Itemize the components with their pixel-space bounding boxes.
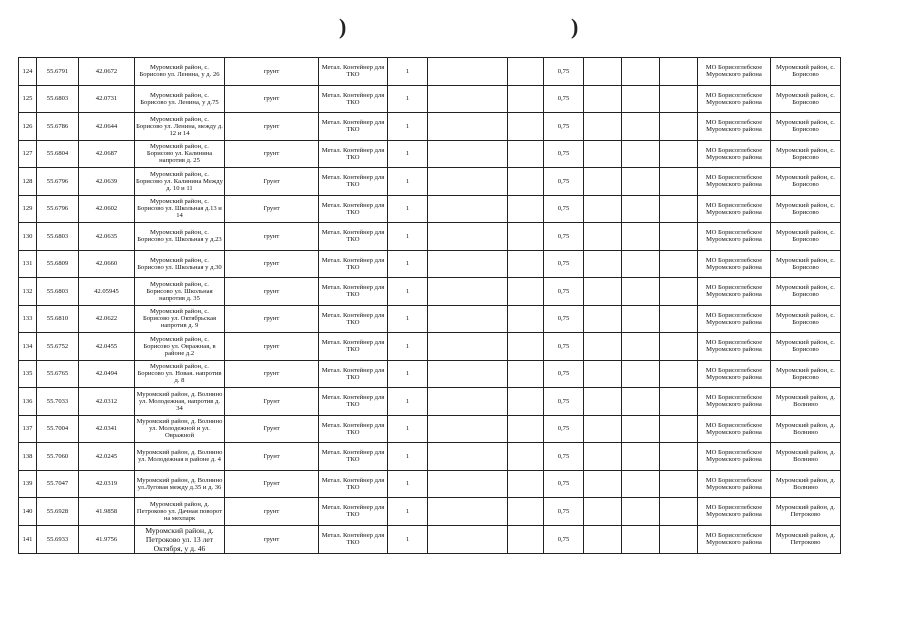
table-row — [19, 498, 841, 526]
address-cell: Муромский район, д. Петроково ул. 13 лет Октября, у д. 46 — [135, 525, 225, 553]
empty-cell — [584, 498, 622, 526]
source-cell: Муромский район, д. Волнино — [771, 388, 841, 416]
empty-cell — [508, 58, 544, 86]
container-type-cell: Метал. Контейнер для ТКО — [319, 470, 388, 498]
owner-cell: МО Борисоглебское Муромского района — [698, 415, 771, 443]
longitude-cell: 42.0687 — [79, 140, 135, 168]
empty-cell — [622, 113, 660, 141]
empty-cell — [660, 388, 698, 416]
empty-cell — [428, 360, 508, 388]
empty-cell — [622, 305, 660, 333]
volume-cell: 0,75 — [544, 333, 584, 361]
source-cell: Муромский район, с. Борисово — [771, 223, 841, 251]
surface-cell: грунт — [225, 278, 319, 306]
empty-cell — [508, 250, 544, 278]
empty-cell — [428, 305, 508, 333]
row-number: 130 — [19, 223, 37, 251]
row-number: 126 — [19, 113, 37, 141]
source-cell: Муромский район, с. Борисово — [771, 305, 841, 333]
address-cell: Муромский район, д. Петроково ул. Дачная поворот на мехпарк — [135, 498, 225, 526]
owner-cell: МО Борисоглебское Муромского района — [698, 360, 771, 388]
owner-cell: МО Борисоглебское Муромского района — [698, 333, 771, 361]
longitude-cell: 42.0494 — [79, 360, 135, 388]
longitude-cell: 42.0319 — [79, 470, 135, 498]
empty-cell — [584, 113, 622, 141]
surface-cell: грунт — [225, 333, 319, 361]
container-count-cell: 1 — [388, 498, 428, 526]
empty-cell — [622, 525, 660, 553]
container-count-cell: 1 — [388, 278, 428, 306]
empty-cell — [622, 250, 660, 278]
empty-cell — [508, 113, 544, 141]
latitude-cell: 55.7060 — [37, 443, 79, 471]
container-count-cell: 1 — [388, 305, 428, 333]
container-count-cell: 1 — [388, 168, 428, 196]
empty-cell — [660, 168, 698, 196]
surface-cell: Грунт — [225, 470, 319, 498]
longitude-cell: 42.05945 — [79, 278, 135, 306]
container-type-cell: Метал. Контейнер для ТКО — [319, 443, 388, 471]
empty-cell — [508, 168, 544, 196]
latitude-cell: 55.6803 — [37, 85, 79, 113]
empty-cell — [508, 140, 544, 168]
source-cell: Муромский район, д. Петроково — [771, 498, 841, 526]
surface-cell: грунт — [225, 85, 319, 113]
page-scan-mark-left: ) — [339, 14, 347, 39]
address-cell: Муромский район, д. Волнино ул. Молодежной и ул. Овражной — [135, 415, 225, 443]
surface-cell: грунт — [225, 140, 319, 168]
latitude-cell: 55.6803 — [37, 278, 79, 306]
empty-cell — [584, 85, 622, 113]
address-cell: Муромский район, с. Борисово ул. Школьная напротив д. 35 — [135, 278, 225, 306]
container-type-cell: Метал. Контейнер для ТКО — [319, 360, 388, 388]
latitude-cell: 55.7004 — [37, 415, 79, 443]
empty-cell — [508, 305, 544, 333]
volume-cell: 0,75 — [544, 195, 584, 223]
row-number: 127 — [19, 140, 37, 168]
empty-cell — [428, 113, 508, 141]
empty-cell — [584, 168, 622, 196]
container-type-cell: Метал. Контейнер для ТКО — [319, 305, 388, 333]
address-cell: Муромский район, с. Борисово ул. Школьная д.13 и 14 — [135, 195, 225, 223]
table-row — [19, 415, 841, 443]
empty-cell — [508, 498, 544, 526]
empty-cell — [622, 443, 660, 471]
longitude-cell: 42.0639 — [79, 168, 135, 196]
empty-cell — [622, 498, 660, 526]
container-count-cell: 1 — [388, 113, 428, 141]
container-type-cell: Метал. Контейнер для ТКО — [319, 113, 388, 141]
empty-cell — [584, 443, 622, 471]
empty-cell — [622, 278, 660, 306]
empty-cell — [660, 360, 698, 388]
longitude-cell: 42.0622 — [79, 305, 135, 333]
volume-cell: 0,75 — [544, 140, 584, 168]
address-cell: Муромский район, с. Борисово ул. Октябрьская напротив д. 9 — [135, 305, 225, 333]
row-number: 136 — [19, 388, 37, 416]
empty-cell — [584, 223, 622, 251]
empty-cell — [508, 470, 544, 498]
volume-cell: 0,75 — [544, 470, 584, 498]
row-number: 137 — [19, 415, 37, 443]
container-type-cell: Метал. Контейнер для ТКО — [319, 195, 388, 223]
table-row — [19, 58, 841, 86]
empty-cell — [428, 250, 508, 278]
volume-cell: 0,75 — [544, 443, 584, 471]
empty-cell — [622, 388, 660, 416]
empty-cell — [660, 140, 698, 168]
empty-cell — [508, 223, 544, 251]
source-cell: Муромский район, с. Борисово — [771, 250, 841, 278]
source-cell: Муромский район, с. Борисово — [771, 195, 841, 223]
container-sites-table — [18, 57, 841, 554]
latitude-cell: 55.7033 — [37, 388, 79, 416]
container-count-cell: 1 — [388, 140, 428, 168]
owner-cell: МО Борисоглебское Муромского района — [698, 525, 771, 553]
container-type-cell: Метал. Контейнер для ТКО — [319, 140, 388, 168]
empty-cell — [622, 85, 660, 113]
table-row — [19, 525, 841, 553]
empty-cell — [584, 525, 622, 553]
empty-cell — [584, 278, 622, 306]
container-type-cell: Метал. Контейнер для ТКО — [319, 85, 388, 113]
container-type-cell: Метал. Контейнер для ТКО — [319, 168, 388, 196]
address-cell: Муромский район, д. Волнино ул. Молодежная в районе д. 4 — [135, 443, 225, 471]
surface-cell: Грунт — [225, 195, 319, 223]
container-count-cell: 1 — [388, 525, 428, 553]
surface-cell: грунт — [225, 525, 319, 553]
table-row — [19, 470, 841, 498]
owner-cell: МО Борисоглебское Муромского района — [698, 498, 771, 526]
address-cell: Муромский район, с. Борисово ул. Овражная, в районе д.2 — [135, 333, 225, 361]
volume-cell: 0,75 — [544, 85, 584, 113]
owner-cell: МО Борисоглебское Муромского района — [698, 168, 771, 196]
container-count-cell: 1 — [388, 250, 428, 278]
row-number: 141 — [19, 525, 37, 553]
surface-cell: Грунт — [225, 388, 319, 416]
owner-cell: МО Борисоглебское Муромского района — [698, 223, 771, 251]
empty-cell — [660, 278, 698, 306]
container-type-cell: Метал. Контейнер для ТКО — [319, 525, 388, 553]
row-number: 125 — [19, 85, 37, 113]
empty-cell — [508, 85, 544, 113]
empty-cell — [584, 305, 622, 333]
longitude-cell: 42.0660 — [79, 250, 135, 278]
latitude-cell: 55.6765 — [37, 360, 79, 388]
empty-cell — [584, 388, 622, 416]
empty-cell — [660, 525, 698, 553]
owner-cell: МО Борисоглебское Муромского района — [698, 443, 771, 471]
address-cell: Муромский район, с. Борисово ул. Школьная у д.23 — [135, 223, 225, 251]
volume-cell: 0,75 — [544, 498, 584, 526]
address-cell: Муромский район, с. Борисово ул. Калинина напротив д. 25 — [135, 140, 225, 168]
empty-cell — [660, 443, 698, 471]
empty-cell — [622, 333, 660, 361]
owner-cell: МО Борисоглебское Муромского района — [698, 470, 771, 498]
latitude-cell: 55.6933 — [37, 525, 79, 553]
address-cell: Муромский район, с. Борисово ул. Ленина, у д.75 — [135, 85, 225, 113]
longitude-cell: 42.0341 — [79, 415, 135, 443]
source-cell: Муромский район, с. Борисово — [771, 360, 841, 388]
empty-cell — [428, 223, 508, 251]
empty-cell — [428, 85, 508, 113]
volume-cell: 0,75 — [544, 278, 584, 306]
owner-cell: МО Борисоглебское Муромского района — [698, 278, 771, 306]
latitude-cell: 55.6796 — [37, 195, 79, 223]
table-row — [19, 250, 841, 278]
owner-cell: МО Борисоглебское Муромского района — [698, 85, 771, 113]
empty-cell — [622, 223, 660, 251]
table-row — [19, 195, 841, 223]
surface-cell: грунт — [225, 58, 319, 86]
row-number: 140 — [19, 498, 37, 526]
volume-cell: 0,75 — [544, 58, 584, 86]
surface-cell: грунт — [225, 113, 319, 141]
empty-cell — [660, 415, 698, 443]
source-cell: Муромский район, с. Борисово — [771, 113, 841, 141]
latitude-cell: 55.6786 — [37, 113, 79, 141]
surface-cell: грунт — [225, 360, 319, 388]
volume-cell: 0,75 — [544, 415, 584, 443]
table-row — [19, 360, 841, 388]
empty-cell — [428, 278, 508, 306]
row-number: 139 — [19, 470, 37, 498]
address-cell: Муромский район, с. Борисово ул. Калинина Между д. 10 и 11 — [135, 168, 225, 196]
empty-cell — [584, 470, 622, 498]
surface-cell: грунт — [225, 305, 319, 333]
row-number: 133 — [19, 305, 37, 333]
surface-cell: грунт — [225, 250, 319, 278]
volume-cell: 0,75 — [544, 113, 584, 141]
empty-cell — [622, 415, 660, 443]
latitude-cell: 55.6804 — [37, 140, 79, 168]
empty-cell — [428, 58, 508, 86]
row-number: 124 — [19, 58, 37, 86]
empty-cell — [428, 388, 508, 416]
table-row — [19, 278, 841, 306]
address-cell: Муромский район, с. Борисово ул. Ленина, у д. 26 — [135, 58, 225, 86]
row-number: 129 — [19, 195, 37, 223]
empty-cell — [428, 443, 508, 471]
container-count-cell: 1 — [388, 360, 428, 388]
empty-cell — [660, 85, 698, 113]
empty-cell — [508, 360, 544, 388]
row-number: 138 — [19, 443, 37, 471]
table-row — [19, 168, 841, 196]
source-cell: Муромский район, с. Борисово — [771, 140, 841, 168]
empty-cell — [428, 415, 508, 443]
empty-cell — [428, 168, 508, 196]
empty-cell — [508, 388, 544, 416]
row-number: 134 — [19, 333, 37, 361]
table-row — [19, 388, 841, 416]
empty-cell — [508, 278, 544, 306]
surface-cell: Грунт — [225, 168, 319, 196]
table-row — [19, 443, 841, 471]
latitude-cell: 55.6791 — [37, 58, 79, 86]
container-type-cell: Метал. Контейнер для ТКО — [319, 278, 388, 306]
source-cell: Муромский район, с. Борисово — [771, 278, 841, 306]
address-cell: Муромский район, д. Волнино ул.Луговая между д.35 и д. 36 — [135, 470, 225, 498]
empty-cell — [584, 140, 622, 168]
row-number: 128 — [19, 168, 37, 196]
surface-cell: грунт — [225, 498, 319, 526]
container-type-cell: Метал. Контейнер для ТКО — [319, 498, 388, 526]
latitude-cell: 55.7047 — [37, 470, 79, 498]
owner-cell: МО Борисоглебское Муромского района — [698, 113, 771, 141]
container-type-cell: Метал. Контейнер для ТКО — [319, 58, 388, 86]
volume-cell: 0,75 — [544, 525, 584, 553]
longitude-cell: 42.0731 — [79, 85, 135, 113]
empty-cell — [660, 333, 698, 361]
empty-cell — [508, 333, 544, 361]
volume-cell: 0,75 — [544, 388, 584, 416]
empty-cell — [584, 250, 622, 278]
container-type-cell: Метал. Контейнер для ТКО — [319, 223, 388, 251]
empty-cell — [660, 223, 698, 251]
latitude-cell: 55.6796 — [37, 168, 79, 196]
source-cell: Муромский район, д. Волнино — [771, 443, 841, 471]
empty-cell — [622, 360, 660, 388]
latitude-cell: 55.6809 — [37, 250, 79, 278]
longitude-cell: 41.9858 — [79, 498, 135, 526]
container-count-cell: 1 — [388, 443, 428, 471]
longitude-cell: 42.0312 — [79, 388, 135, 416]
owner-cell: МО Борисоглебское Муромского района — [698, 195, 771, 223]
container-count-cell: 1 — [388, 85, 428, 113]
longitude-cell: 42.0644 — [79, 113, 135, 141]
latitude-cell: 55.6928 — [37, 498, 79, 526]
address-cell: Муромский район, с. Борисово ул. Школьная у д.30 — [135, 250, 225, 278]
source-cell: Муромский район, с. Борисово — [771, 58, 841, 86]
container-type-cell: Метал. Контейнер для ТКО — [319, 333, 388, 361]
source-cell: Муромский район, с. Борисово — [771, 168, 841, 196]
owner-cell: МО Борисоглебское Муромского района — [698, 388, 771, 416]
longitude-cell: 41.9756 — [79, 525, 135, 553]
surface-cell: грунт — [225, 223, 319, 251]
table-row — [19, 113, 841, 141]
latitude-cell: 55.6752 — [37, 333, 79, 361]
volume-cell: 0,75 — [544, 168, 584, 196]
container-type-cell: Метал. Контейнер для ТКО — [319, 415, 388, 443]
longitude-cell: 42.0635 — [79, 223, 135, 251]
empty-cell — [584, 333, 622, 361]
empty-cell — [508, 195, 544, 223]
empty-cell — [660, 58, 698, 86]
empty-cell — [428, 333, 508, 361]
table-row — [19, 140, 841, 168]
empty-cell — [428, 498, 508, 526]
container-count-cell: 1 — [388, 223, 428, 251]
container-count-cell: 1 — [388, 415, 428, 443]
empty-cell — [428, 140, 508, 168]
empty-cell — [622, 168, 660, 196]
row-number: 132 — [19, 278, 37, 306]
row-number: 131 — [19, 250, 37, 278]
empty-cell — [584, 360, 622, 388]
owner-cell: МО Борисоглебское Муромского района — [698, 305, 771, 333]
surface-cell: Грунт — [225, 443, 319, 471]
source-cell: Муромский район, с. Борисово — [771, 333, 841, 361]
source-cell: Муромский район, д. Волнино — [771, 415, 841, 443]
empty-cell — [584, 415, 622, 443]
empty-cell — [584, 195, 622, 223]
empty-cell — [660, 498, 698, 526]
row-number: 135 — [19, 360, 37, 388]
source-cell: Муромский район, д. Волнино — [771, 470, 841, 498]
container-count-cell: 1 — [388, 470, 428, 498]
empty-cell — [428, 470, 508, 498]
container-count-cell: 1 — [388, 58, 428, 86]
empty-cell — [622, 140, 660, 168]
volume-cell: 0,75 — [544, 360, 584, 388]
empty-cell — [428, 195, 508, 223]
latitude-cell: 55.6810 — [37, 305, 79, 333]
owner-cell: МО Борисоглебское Муромского района — [698, 140, 771, 168]
page-scan-mark-right: ) — [571, 14, 579, 39]
table-row — [19, 333, 841, 361]
address-cell: Муромский район, д. Волнино ул. Молодежная, напротив д. 34 — [135, 388, 225, 416]
table-row — [19, 223, 841, 251]
table-body — [19, 58, 841, 554]
empty-cell — [508, 415, 544, 443]
table-row — [19, 305, 841, 333]
address-cell: Муромский район, с. Борисово ул. Новая. напротив д. 8 — [135, 360, 225, 388]
empty-cell — [660, 113, 698, 141]
volume-cell: 0,75 — [544, 305, 584, 333]
address-cell: Муромский район, с. Борисово ул. Ленина, между д. 12 и 14 — [135, 113, 225, 141]
table-row — [19, 85, 841, 113]
empty-cell — [660, 470, 698, 498]
owner-cell: МО Борисоглебское Муромского района — [698, 58, 771, 86]
empty-cell — [508, 443, 544, 471]
owner-cell: МО Борисоглебское Муромского района — [698, 250, 771, 278]
container-type-cell: Метал. Контейнер для ТКО — [319, 388, 388, 416]
volume-cell: 0,75 — [544, 250, 584, 278]
latitude-cell: 55.6803 — [37, 223, 79, 251]
empty-cell — [508, 525, 544, 553]
container-count-cell: 1 — [388, 388, 428, 416]
container-count-cell: 1 — [388, 195, 428, 223]
empty-cell — [584, 58, 622, 86]
longitude-cell: 42.0672 — [79, 58, 135, 86]
container-count-cell: 1 — [388, 333, 428, 361]
empty-cell — [660, 250, 698, 278]
longitude-cell: 42.0245 — [79, 443, 135, 471]
source-cell: Муромский район, с. Борисово — [771, 85, 841, 113]
empty-cell — [622, 58, 660, 86]
empty-cell — [428, 525, 508, 553]
source-cell: Муромский район, д. Петроково — [771, 525, 841, 553]
empty-cell — [622, 470, 660, 498]
volume-cell: 0,75 — [544, 223, 584, 251]
longitude-cell: 42.0455 — [79, 333, 135, 361]
longitude-cell: 42.0602 — [79, 195, 135, 223]
empty-cell — [660, 195, 698, 223]
surface-cell: Грунт — [225, 415, 319, 443]
empty-cell — [660, 305, 698, 333]
empty-cell — [622, 195, 660, 223]
container-type-cell: Метал. Контейнер для ТКО — [319, 250, 388, 278]
